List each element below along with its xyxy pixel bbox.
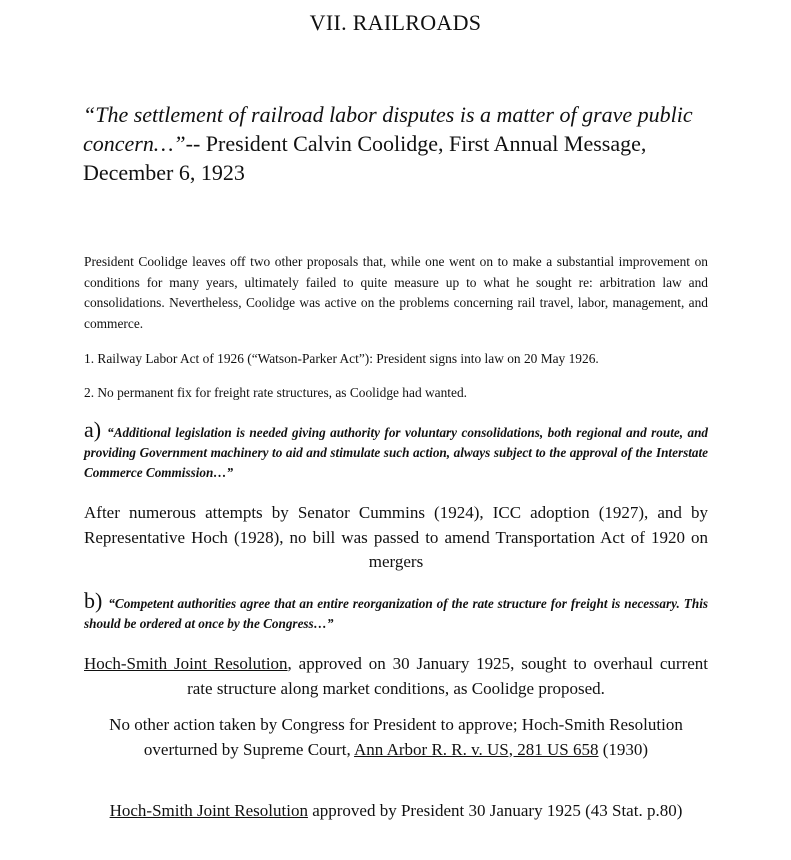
- section-a-letter: a): [84, 417, 102, 442]
- section-b-note-3: [84, 799, 708, 824]
- intro-paragraph: President Coolidge leaves off two other proposals that, while one went on to make a substantial improvement on conditions for many years, ultimately failed to quite measure up to what he sought re: arbitration law and consolidations. Nevertheless, Coolidge was active on the problems concerning rail travel, labor, management, and commerce.: [84, 254, 708, 331]
- epigraph: [83, 100, 703, 187]
- hoch-smith-link-1[interactable]: Hoch-Smith Joint Resolution: [84, 654, 288, 673]
- list-item-2: 2. No permanent fix for freight rate structures, as Coolidge had wanted.: [84, 385, 467, 400]
- section-b-note-2-pre: No other action taken by Congress for President to approve; Hoch-Smith Resolution overturned by Supreme Court,: [109, 715, 683, 759]
- section-b-quote: [84, 588, 708, 634]
- epigraph-quote: “The settlement of railroad labor disputes is a matter of grave public concern…”: [83, 102, 693, 156]
- page-title: VII. RAILROADS: [309, 10, 482, 35]
- hoch-smith-link-2[interactable]: Hoch-Smith Joint Resolution: [109, 801, 308, 820]
- section-a-note: After numerous attempts by Senator Cummins (1924), ICC adoption (1927), and by Representative Hoch (1928), no bill was passed to amend Transportation Act of 1920 on mergers: [84, 503, 708, 571]
- section-b-note-1: [84, 652, 708, 701]
- section-b-note-2-post: (1930): [598, 739, 649, 759]
- section-b-note-3-text: approved by President 30 January 1925 (43 Stat. p.80): [307, 801, 683, 820]
- section-a-quote: [84, 417, 708, 483]
- section-a-quote-text: “Additional legislation is needed giving authority for voluntary consolidations, both regional and route, and providing Government machinery to aid and stimulate such action, always subject to the approval of the Interstate Commerce Commission…”: [84, 425, 708, 480]
- section-b-note-2: [84, 713, 708, 762]
- ann-arbor-case-link[interactable]: Ann Arbor R. R. v. US, 281 US 658: [354, 739, 599, 759]
- list-item-1: 1. Railway Labor Act of 1926 (“Watson-Parker Act”): President signs into law on 20 May 1926.: [84, 351, 599, 366]
- section-b-letter: b): [84, 588, 103, 613]
- section-b-note-1-text: , approved on 30 January 1925, sought to overhaul current rate structure along market conditions, as Coolidge proposed.: [187, 654, 708, 698]
- section-b-quote-text: “Competent authorities agree that an entire reorganization of the rate structure for freight is necessary. This should be ordered at once by the Congress…”: [84, 596, 708, 631]
- epigraph-attribution: -- President Calvin Coolidge, First Annual Message, December 6, 1923: [83, 131, 647, 185]
